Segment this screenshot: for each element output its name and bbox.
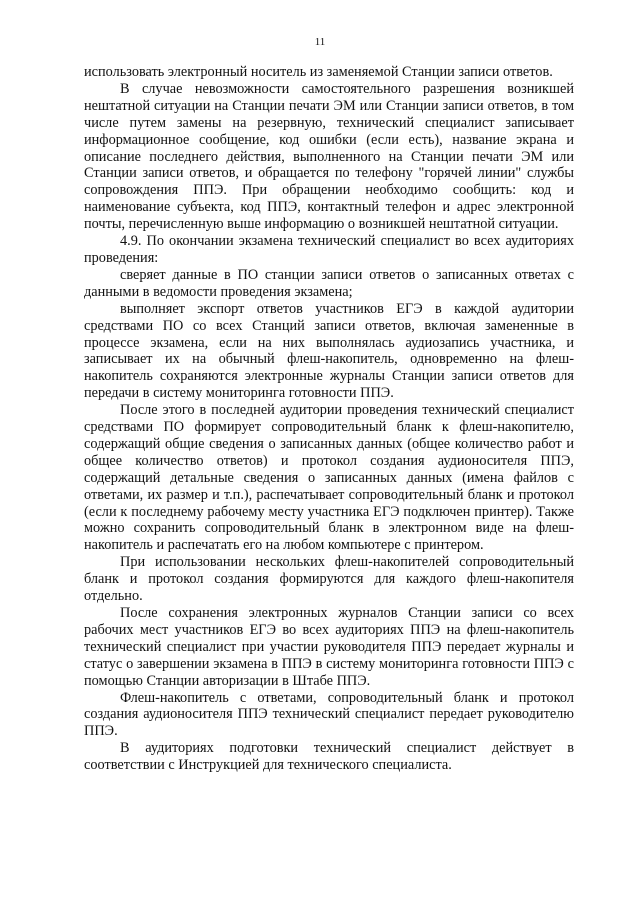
paragraph-cover-form: После этого в последней аудитории проведения технический специалист средствами ПО формирует сопроводительный бланк к флеш-накопителю, содержащий общие сведения о записанных данных (общее количество работ и общее количество ответов) и протокол создания аудионосителя ППЭ, содержащий детальные сведения о записанных данных (имена файлов с ответами, их размер и т.п.), распечатывает сопроводительный бланк и протокол (если к последнему рабочему месту участника ЕГЭ подключен принтер). Также можно сохранить сопроводительный бланк в электронном виде на флеш-накопитель и распечатать его на любом компьютере с принтером. [84,402,574,554]
document-body [84,64,574,774]
paragraph-section-4-9: 4.9. По окончании экзамена технический специалист во всех аудиториях проведения: [84,233,574,266]
paragraph-emergency-procedure: В случае невозможности самостоятельного разрешения возникшей нештатной ситуации на Станции печати ЭМ или Станции записи ответов, в том числе путем замены на резервную, технический специалист записывает информационное сообщение, код ошибки (если есть), название экрана и описание последнего действия, выполненного на Станции печати ЭМ или Станции записи ответов, и обращается по телефону "горячей линии" службы сопровождения ППЭ. При обращении необходимо сообщить: код и наименование субъекта, код ППЭ, контактный телефон и адрес электронной почты, перечисленную выше информацию о возникшей нештатной ситуации. [84,80,574,233]
paragraph-continuation: использовать электронный носитель из заменяемой Станции записи ответов. [84,64,553,80]
paragraph-export-answers: выполняет экспорт ответов участников ЕГЭ в каждой аудитории средствами ПО со всех Станций записи ответов, включая замененные в процессе экзамена, если на них выполнялась аудиозапись участника, и записывает их на обычный флеш-накопитель, одновременно на флеш-накопитель сохраняются электронные журналы Станции записи ответов для передачи в систему мониторинга готовности ППЭ. [84,300,574,402]
paragraph-save-journals: После сохранения электронных журналов Станции записи со всех рабочих мест участников ЕГЭ во всех аудиториях ППЭ на флеш-накопитель технический специалист при участии руководителя ППЭ передает журналы и статус о завершении экзамена в ППЭ в систему мониторинга готовности ППЭ с помощью Станции авторизации в Штабе ППЭ. [84,605,574,689]
paragraph-verify-data: сверяет данные в ПО станции записи ответов о записанных ответах с данными в ведомости проведения экзамена; [84,266,574,300]
page-number: 11 [314,36,326,48]
paragraph-multiple-drives: При использовании нескольких флеш-накопителей сопроводительный бланк и протокол создания формируются для каждого флеш-накопителя отдельно. [84,554,574,605]
paragraph-handover: Флеш-накопитель с ответами, сопроводительный бланк и протокол создания аудионосителя ППЭ технический специалист передает руководителю ППЭ. [84,689,574,740]
paragraph-preparation-rooms: В аудиториях подготовки технический специалист действует в соответствии с Инструкцией для технического специалиста. [84,740,574,774]
